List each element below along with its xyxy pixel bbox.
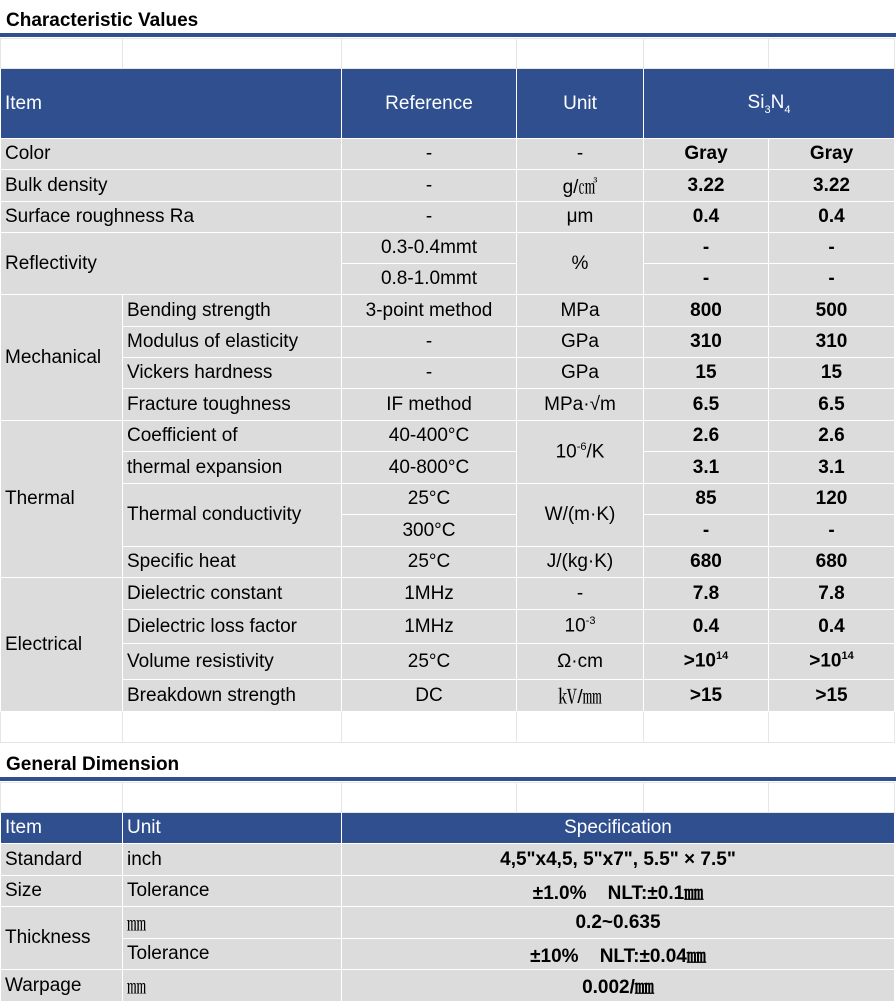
table-row-color bbox=[1, 139, 895, 170]
header-row bbox=[1, 69, 895, 139]
table-row-fracture bbox=[1, 389, 895, 421]
row-label: Color bbox=[1, 139, 342, 170]
value-cell: - bbox=[769, 264, 895, 295]
value-cell: 6.5 bbox=[769, 389, 895, 421]
table-row-warpage bbox=[1, 970, 895, 1002]
reference-cell: DC bbox=[342, 680, 517, 712]
reference-cell: - bbox=[342, 139, 517, 170]
spacer-row bbox=[1, 39, 895, 69]
row-label: Thickness bbox=[1, 907, 123, 970]
unit-cell: ㎜ bbox=[123, 970, 342, 1002]
value-cell: 6.5 bbox=[644, 389, 769, 421]
reference-cell: 300°C bbox=[342, 515, 517, 547]
value-cell: 310 bbox=[644, 327, 769, 358]
unit-cell: g/㎤ bbox=[517, 170, 644, 202]
value-cell: 2.6 bbox=[644, 421, 769, 452]
unit-cell: W/(m·K) bbox=[517, 484, 644, 547]
group-label: Electrical bbox=[1, 578, 123, 712]
value-cell: - bbox=[769, 233, 895, 264]
value-cell: 0.4 bbox=[644, 610, 769, 644]
value-cell: Gray bbox=[769, 139, 895, 170]
unit-cell: MPa·√m bbox=[517, 389, 644, 421]
unit-cell: $10^{-3}$ bbox=[517, 610, 644, 644]
reference-cell: 40-400°C bbox=[342, 421, 517, 452]
general-dimension-table bbox=[0, 782, 895, 1002]
spec-cell: 4,5"x4,5, 5"x7", 5.5" × 7.5" bbox=[342, 844, 895, 876]
value-cell: 800 bbox=[644, 295, 769, 327]
characteristic-values-table bbox=[0, 38, 895, 743]
row-label: Coefficient of bbox=[123, 421, 342, 452]
unit-cell: Ω·cm bbox=[517, 644, 644, 680]
table-row-thickness-2 bbox=[1, 939, 895, 970]
value-cell: - bbox=[644, 515, 769, 547]
value-cell: 310 bbox=[769, 327, 895, 358]
reference-cell: 0.8-1.0mmt bbox=[342, 264, 517, 295]
unit-cell: MPa bbox=[517, 295, 644, 327]
row-label: Standard bbox=[1, 844, 123, 876]
header-row bbox=[1, 813, 895, 844]
header-reference: Reference bbox=[342, 69, 517, 139]
value-cell: Gray bbox=[644, 139, 769, 170]
row-label: Size bbox=[1, 876, 123, 907]
value-cell: 3.22 bbox=[769, 170, 895, 202]
header-item: Item bbox=[1, 813, 123, 844]
row-label: Bending strength bbox=[123, 295, 342, 327]
row-label: Reflectivity bbox=[1, 233, 342, 295]
unit-cell: μm bbox=[517, 202, 644, 233]
row-label: Thermal conductivity bbox=[123, 484, 342, 547]
value-cell: $>10^{14}$ bbox=[769, 644, 895, 680]
value-cell: 7.8 bbox=[644, 578, 769, 610]
table-row-specific-heat bbox=[1, 547, 895, 578]
unit-cell: Tolerance bbox=[123, 939, 342, 970]
value-cell: 0.4 bbox=[769, 610, 895, 644]
value-cell: $>10^{14}$ bbox=[644, 644, 769, 680]
value-cell: - bbox=[644, 233, 769, 264]
header-unit: Unit bbox=[517, 69, 644, 139]
unit-cell: % bbox=[517, 233, 644, 295]
table-row-dielectric-constant bbox=[1, 578, 895, 610]
section-title-text: General Dimension bbox=[6, 754, 180, 775]
row-label: Bulk density bbox=[1, 170, 342, 202]
reference-cell: - bbox=[342, 358, 517, 389]
reference-cell: 1MHz bbox=[342, 578, 517, 610]
row-label: Dielectric constant bbox=[123, 578, 342, 610]
characteristic-values-title bbox=[0, 4, 896, 34]
table-row-reflectivity bbox=[1, 233, 895, 264]
reference-cell: - bbox=[342, 327, 517, 358]
header-material: $Si_3N_4$ bbox=[644, 69, 895, 139]
section-title-text: Characteristic Values bbox=[6, 10, 199, 31]
spec-cell: 0.002/㎜ bbox=[342, 970, 895, 1002]
table-row-loss-factor bbox=[1, 610, 895, 644]
value-cell: 680 bbox=[644, 547, 769, 578]
value-cell: 0.4 bbox=[644, 202, 769, 233]
unit-cell: ㎸/㎜ bbox=[517, 680, 644, 712]
value-cell: 3.1 bbox=[644, 452, 769, 484]
row-label: Breakdown strength bbox=[123, 680, 342, 712]
value-cell: 15 bbox=[644, 358, 769, 389]
value-cell: 3.22 bbox=[644, 170, 769, 202]
value-cell: 15 bbox=[769, 358, 895, 389]
row-label: Vickers hardness bbox=[123, 358, 342, 389]
unit-cell: ㎜ bbox=[123, 907, 342, 939]
reference-cell: 25°C bbox=[342, 547, 517, 578]
table-row-cte bbox=[1, 421, 895, 452]
row-label: Dielectric loss factor bbox=[123, 610, 342, 644]
table-row-breakdown bbox=[1, 680, 895, 712]
unit-cell: GPa bbox=[517, 327, 644, 358]
table-row-resistivity bbox=[1, 644, 895, 680]
row-label: Warpage bbox=[1, 970, 123, 1002]
value-cell: 680 bbox=[769, 547, 895, 578]
row-label: Specific heat bbox=[123, 547, 342, 578]
table-row-vickers bbox=[1, 358, 895, 389]
table-row-standard bbox=[1, 844, 895, 876]
spacer-row bbox=[1, 712, 895, 743]
table-row-cte-2 bbox=[1, 452, 895, 484]
reference-cell: 40-800°C bbox=[342, 452, 517, 484]
value-cell: >15 bbox=[644, 680, 769, 712]
spec-cell: 0.2~0.635 bbox=[342, 907, 895, 939]
value-cell: - bbox=[769, 515, 895, 547]
value-cell: 7.8 bbox=[769, 578, 895, 610]
row-label: Volume resistivity bbox=[123, 644, 342, 680]
table-row-thickness bbox=[1, 907, 895, 939]
general-dimension-title bbox=[0, 748, 896, 778]
header-unit: Unit bbox=[123, 813, 342, 844]
group-label: Thermal bbox=[1, 421, 123, 578]
row-label: thermal expansion bbox=[123, 452, 342, 484]
reference-cell: - bbox=[342, 202, 517, 233]
title-underline bbox=[0, 777, 896, 781]
spec-cell: ±10% NLT:±0.04㎜ bbox=[342, 939, 895, 970]
title-underline bbox=[0, 33, 896, 37]
group-label: Mechanical bbox=[1, 295, 123, 421]
unit-cell: J/(kg·K) bbox=[517, 547, 644, 578]
reference-cell: 0.3-0.4mmt bbox=[342, 233, 517, 264]
unit-cell: Tolerance bbox=[123, 876, 342, 907]
value-cell: >15 bbox=[769, 680, 895, 712]
table-row-roughness bbox=[1, 202, 895, 233]
reference-cell: IF method bbox=[342, 389, 517, 421]
unit-cell: GPa bbox=[517, 358, 644, 389]
spec-cell: ±1.0% NLT:±0.1㎜ bbox=[342, 876, 895, 907]
value-cell: 2.6 bbox=[769, 421, 895, 452]
header-specification: Specification bbox=[342, 813, 895, 844]
unit-cell: - bbox=[517, 139, 644, 170]
value-cell: 85 bbox=[644, 484, 769, 515]
row-label: Modulus of elasticity bbox=[123, 327, 342, 358]
row-label: Surface roughness Ra bbox=[1, 202, 342, 233]
table-row-conductivity bbox=[1, 484, 895, 515]
reference-cell: 25°C bbox=[342, 484, 517, 515]
unit-cell: $10^{-6}/K$ bbox=[517, 421, 644, 484]
reference-cell: - bbox=[342, 170, 517, 202]
reference-cell: 3-point method bbox=[342, 295, 517, 327]
value-cell: 0.4 bbox=[769, 202, 895, 233]
table-row-bending bbox=[1, 295, 895, 327]
value-cell: - bbox=[644, 264, 769, 295]
value-cell: 120 bbox=[769, 484, 895, 515]
spacer-row bbox=[1, 783, 895, 813]
unit-cell: - bbox=[517, 578, 644, 610]
value-cell: 3.1 bbox=[769, 452, 895, 484]
table-row-bulk-density bbox=[1, 170, 895, 202]
unit-cell: inch bbox=[123, 844, 342, 876]
table-row-modulus bbox=[1, 327, 895, 358]
row-label: Fracture toughness bbox=[123, 389, 342, 421]
reference-cell: 1MHz bbox=[342, 610, 517, 644]
value-cell: 500 bbox=[769, 295, 895, 327]
table-row-size bbox=[1, 876, 895, 907]
header-item: Item bbox=[1, 69, 342, 139]
reference-cell: 25°C bbox=[342, 644, 517, 680]
